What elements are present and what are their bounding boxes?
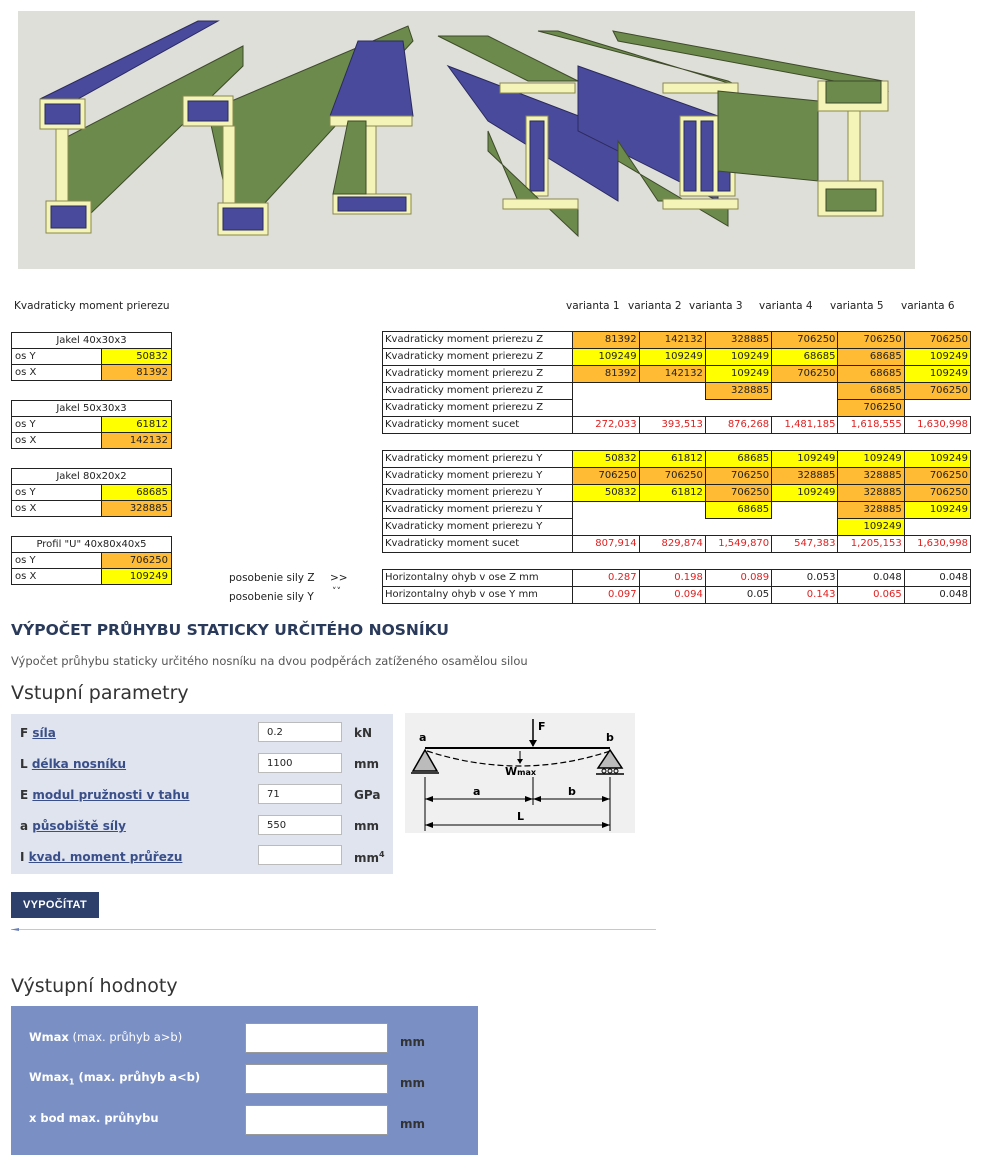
value-cell: 706250 (838, 332, 904, 349)
variant-header-1: varianta 1 (566, 300, 620, 312)
diagram-support-a: a (419, 731, 427, 744)
value-cell: 109249 (838, 519, 904, 536)
value-cell: 328885 (772, 468, 838, 485)
table-row (383, 383, 971, 400)
profile-table-3 (11, 468, 172, 517)
table-row (383, 485, 971, 502)
beam-diagram-svg (405, 713, 635, 833)
value-cell: 706250 (904, 332, 970, 349)
force-unit: kN (354, 726, 373, 740)
value-cell: 328885 (838, 468, 904, 485)
output-label-wmax: Wmax (max. průhyb a>b) (29, 1030, 183, 1044)
x-unit: mm (400, 1117, 426, 1131)
param-symbol: F (20, 726, 29, 740)
spacer-cell (383, 553, 971, 570)
spacer-row (383, 553, 971, 570)
value-cell: 50832 (573, 451, 639, 468)
force-y-arrow: ˅˅ (332, 587, 341, 597)
value-cell: 0.198 (639, 570, 705, 587)
profile-table-2 (11, 400, 172, 449)
axis-label: os X (12, 501, 102, 517)
spacer-cell (383, 434, 971, 451)
value-cell: 109249 (904, 451, 970, 468)
axis-value: 109249 (101, 569, 171, 585)
row-label: Kvadraticky moment prierezu Y (383, 451, 573, 468)
value-cell: 328885 (838, 502, 904, 519)
beam-profiles-illustration (18, 11, 915, 269)
param-link-position[interactable]: působiště síly (32, 819, 126, 833)
value-cell (573, 519, 639, 536)
value-cell: 706250 (838, 400, 904, 417)
value-cell (772, 519, 838, 536)
table-row (383, 349, 971, 366)
variant-header-4: varianta 4 (759, 300, 813, 312)
value-cell: 109249 (772, 451, 838, 468)
value-cell: 68685 (838, 383, 904, 400)
value-cell: 876,268 (705, 417, 771, 434)
param-symbol: L (20, 757, 28, 771)
axis-value: 706250 (101, 553, 171, 569)
input-label-force (20, 726, 56, 740)
value-cell: 706250 (705, 468, 771, 485)
value-cell: 0.048 (904, 587, 970, 604)
table-row (383, 570, 971, 587)
row-label: Horizontalny ohyb v ose Y mm (383, 587, 573, 604)
modulus-unit: GPa (354, 788, 381, 802)
table-row (383, 332, 971, 349)
value-cell (772, 400, 838, 417)
value-cell: 0.287 (573, 570, 639, 587)
length-unit: mm (354, 757, 380, 771)
spacer-row (383, 434, 971, 451)
value-cell: 1,481,185 (772, 417, 838, 434)
force-input[interactable]: 0.2 (258, 722, 342, 742)
value-cell (705, 519, 771, 536)
input-label-position (20, 819, 126, 833)
value-cell: 0.143 (772, 587, 838, 604)
value-cell: 547,383 (772, 536, 838, 553)
axis-value: 81392 (101, 365, 171, 381)
param-link-modulus[interactable]: modul pružnosti v tahu (32, 788, 190, 802)
value-cell: 81392 (573, 332, 639, 349)
table-row (383, 587, 971, 604)
diagram-support-b: b (606, 731, 614, 744)
axis-label: os X (12, 365, 102, 381)
calculator-title: VÝPOČET PRŮHYBU STATICKY URČITÉHO NOSNÍKU (11, 621, 449, 639)
value-cell: 0.05 (705, 587, 771, 604)
value-cell: 109249 (639, 349, 705, 366)
beam-profiles-render (18, 11, 915, 269)
axis-label: os X (12, 433, 102, 449)
position-unit: mm (354, 819, 380, 833)
value-cell: 807,914 (573, 536, 639, 553)
length-input[interactable]: 1100 (258, 753, 342, 773)
output-values-panel (11, 1006, 478, 1155)
diagram-dim-b: b (568, 785, 576, 798)
value-cell: 0.048 (838, 570, 904, 587)
profile-table-1 (11, 332, 172, 381)
input-label-moment (20, 850, 182, 864)
axis-label: os Y (12, 349, 102, 365)
row-label: Kvadraticky moment prierezu Z (383, 366, 573, 383)
param-link-force[interactable]: síla (32, 726, 56, 740)
profile-title: Jakel 80x20x2 (12, 469, 172, 485)
value-cell (573, 502, 639, 519)
calculate-button[interactable]: VYPOČÍTAT (11, 892, 99, 918)
param-link-length[interactable]: délka nosníku (31, 757, 127, 771)
value-cell: 328885 (705, 332, 771, 349)
output-label-wmax1: Wmax$_1$ (max. průhyb a<b) (29, 1070, 201, 1087)
value-cell: 142132 (639, 332, 705, 349)
table-row (383, 417, 971, 434)
modulus-input[interactable]: 71 (258, 784, 342, 804)
value-cell: 81392 (573, 366, 639, 383)
moment-unit: $mm^4$ (354, 850, 385, 865)
value-cell: 0.048 (904, 570, 970, 587)
axis-label: os Y (12, 553, 102, 569)
value-cell: 1,630,998 (904, 536, 970, 553)
moment-calculation-table (382, 331, 971, 604)
value-cell (705, 400, 771, 417)
profile-title: Jakel 50x30x3 (12, 401, 172, 417)
input-label-length (20, 757, 126, 771)
value-cell: 109249 (904, 502, 970, 519)
value-cell (904, 400, 970, 417)
value-cell: 0.053 (772, 570, 838, 587)
axis-value: 68685 (101, 485, 171, 501)
value-cell (639, 519, 705, 536)
value-cell: 61812 (639, 451, 705, 468)
diagram-dim-a: a (473, 785, 481, 798)
axis-value: 328885 (101, 501, 171, 517)
table-row (383, 451, 971, 468)
variant-header-6: varianta 6 (901, 300, 955, 312)
row-label: Kvadraticky moment sucet (383, 536, 573, 553)
value-cell: 328885 (838, 485, 904, 502)
table-row (383, 502, 971, 519)
value-cell: 109249 (573, 349, 639, 366)
axis-label: os Y (12, 485, 102, 501)
axis-value: 142132 (101, 433, 171, 449)
value-cell: 142132 (639, 366, 705, 383)
value-cell (639, 383, 705, 400)
variant-header-2: varianta 2 (628, 300, 682, 312)
output-label-x: x bod max. průhybu (29, 1111, 159, 1125)
value-cell: 109249 (904, 366, 970, 383)
input-label-modulus (20, 788, 189, 802)
diagram-dim-L: L (517, 810, 525, 823)
row-label: Kvadraticky moment prierezu Z (383, 349, 573, 366)
calculator-description: Výpočet průhybu staticky určitého nosníku na dvou podpěrách zatíženého osamělou silou (11, 654, 528, 668)
row-label: Kvadraticky moment prierezu Y (383, 468, 573, 485)
x-output[interactable] (245, 1105, 388, 1135)
wmax-output[interactable] (245, 1023, 388, 1053)
axis-value: 61812 (101, 417, 171, 433)
table-row (383, 366, 971, 383)
output-heading: Výstupní hodnoty (11, 975, 178, 997)
value-cell: 0.065 (838, 587, 904, 604)
value-cell: 706250 (639, 468, 705, 485)
value-cell: 109249 (838, 451, 904, 468)
axis-label: os Y (12, 417, 102, 433)
param-symbol: E (20, 788, 29, 802)
value-cell: 68685 (838, 366, 904, 383)
value-cell: 706250 (772, 366, 838, 383)
value-cell: 68685 (705, 451, 771, 468)
axis-label: os X (12, 569, 102, 585)
row-label: Horizontalny ohyb v ose Z mm (383, 570, 573, 587)
value-cell: 109249 (705, 349, 771, 366)
row-label: Kvadraticky moment prierezu Z (383, 400, 573, 417)
table-row (383, 400, 971, 417)
value-cell: 1,549,870 (705, 536, 771, 553)
wmax1-unit: mm (400, 1076, 426, 1090)
force-z-arrow: >> (330, 572, 348, 584)
value-cell: 61812 (639, 485, 705, 502)
value-cell (639, 502, 705, 519)
value-cell: 109249 (772, 485, 838, 502)
param-symbol: I (20, 850, 25, 864)
value-cell: 1,618,555 (838, 417, 904, 434)
force-y-label: posobenie sily Y (229, 591, 314, 603)
row-label: Kvadraticky moment prierezu Z (383, 383, 573, 400)
input-heading: Vstupní parametry (11, 682, 189, 704)
diagram-force-label: F (538, 720, 546, 733)
value-cell: 706250 (705, 485, 771, 502)
wmax1-output[interactable] (245, 1064, 388, 1094)
value-cell: 0.097 (573, 587, 639, 604)
value-cell: 109249 (705, 366, 771, 383)
scroll-track[interactable] (11, 928, 656, 931)
value-cell: 0.094 (639, 587, 705, 604)
value-cell (904, 519, 970, 536)
value-cell (573, 383, 639, 400)
profile-title: Profil "U" 40x80x40x5 (12, 537, 172, 553)
table-row (383, 519, 971, 536)
param-symbol: a (20, 819, 29, 833)
value-cell: 0.089 (705, 570, 771, 587)
value-cell: 68685 (705, 502, 771, 519)
profile-table-4 (11, 536, 172, 585)
value-cell (573, 400, 639, 417)
section-label: Kvadraticky moment prierezu (14, 300, 170, 312)
table-row (383, 536, 971, 553)
row-label: Kvadraticky moment prierezu Z (383, 332, 573, 349)
value-cell: 109249 (904, 349, 970, 366)
value-cell: 706250 (904, 485, 970, 502)
profile-title: Jakel 40x30x3 (12, 333, 172, 349)
value-cell: 68685 (838, 349, 904, 366)
force-z-label: posobenie sily Z (229, 572, 315, 584)
value-cell: 1,205,153 (838, 536, 904, 553)
value-cell: 706250 (904, 468, 970, 485)
value-cell: 706250 (904, 383, 970, 400)
input-parameters-panel (11, 714, 393, 874)
wmax-unit: mm (400, 1035, 426, 1049)
row-label: Kvadraticky moment prierezu Y (383, 502, 573, 519)
value-cell: 393,513 (639, 417, 705, 434)
variant-header-5: varianta 5 (830, 300, 884, 312)
value-cell (772, 502, 838, 519)
value-cell: 272,033 (573, 417, 639, 434)
value-cell: 706250 (573, 468, 639, 485)
value-cell: 829,874 (639, 536, 705, 553)
row-label: Kvadraticky moment prierezu Y (383, 519, 573, 536)
value-cell (772, 383, 838, 400)
value-cell: 68685 (772, 349, 838, 366)
value-cell: 706250 (772, 332, 838, 349)
axis-value: 50832 (101, 349, 171, 365)
beam-diagram (405, 713, 635, 833)
value-cell: 1,630,998 (904, 417, 970, 434)
value-cell: 328885 (705, 383, 771, 400)
table-row (383, 468, 971, 485)
value-cell (639, 400, 705, 417)
row-label: Kvadraticky moment prierezu Y (383, 485, 573, 502)
row-label: Kvadraticky moment sucet (383, 417, 573, 434)
moment-input[interactable] (258, 845, 342, 865)
diagram-w-label: Wmax (505, 765, 537, 778)
position-input[interactable]: 550 (258, 815, 342, 835)
value-cell: 50832 (573, 485, 639, 502)
param-link-moment[interactable]: kvad. moment průřezu (28, 850, 183, 864)
variant-header-3: varianta 3 (689, 300, 743, 312)
